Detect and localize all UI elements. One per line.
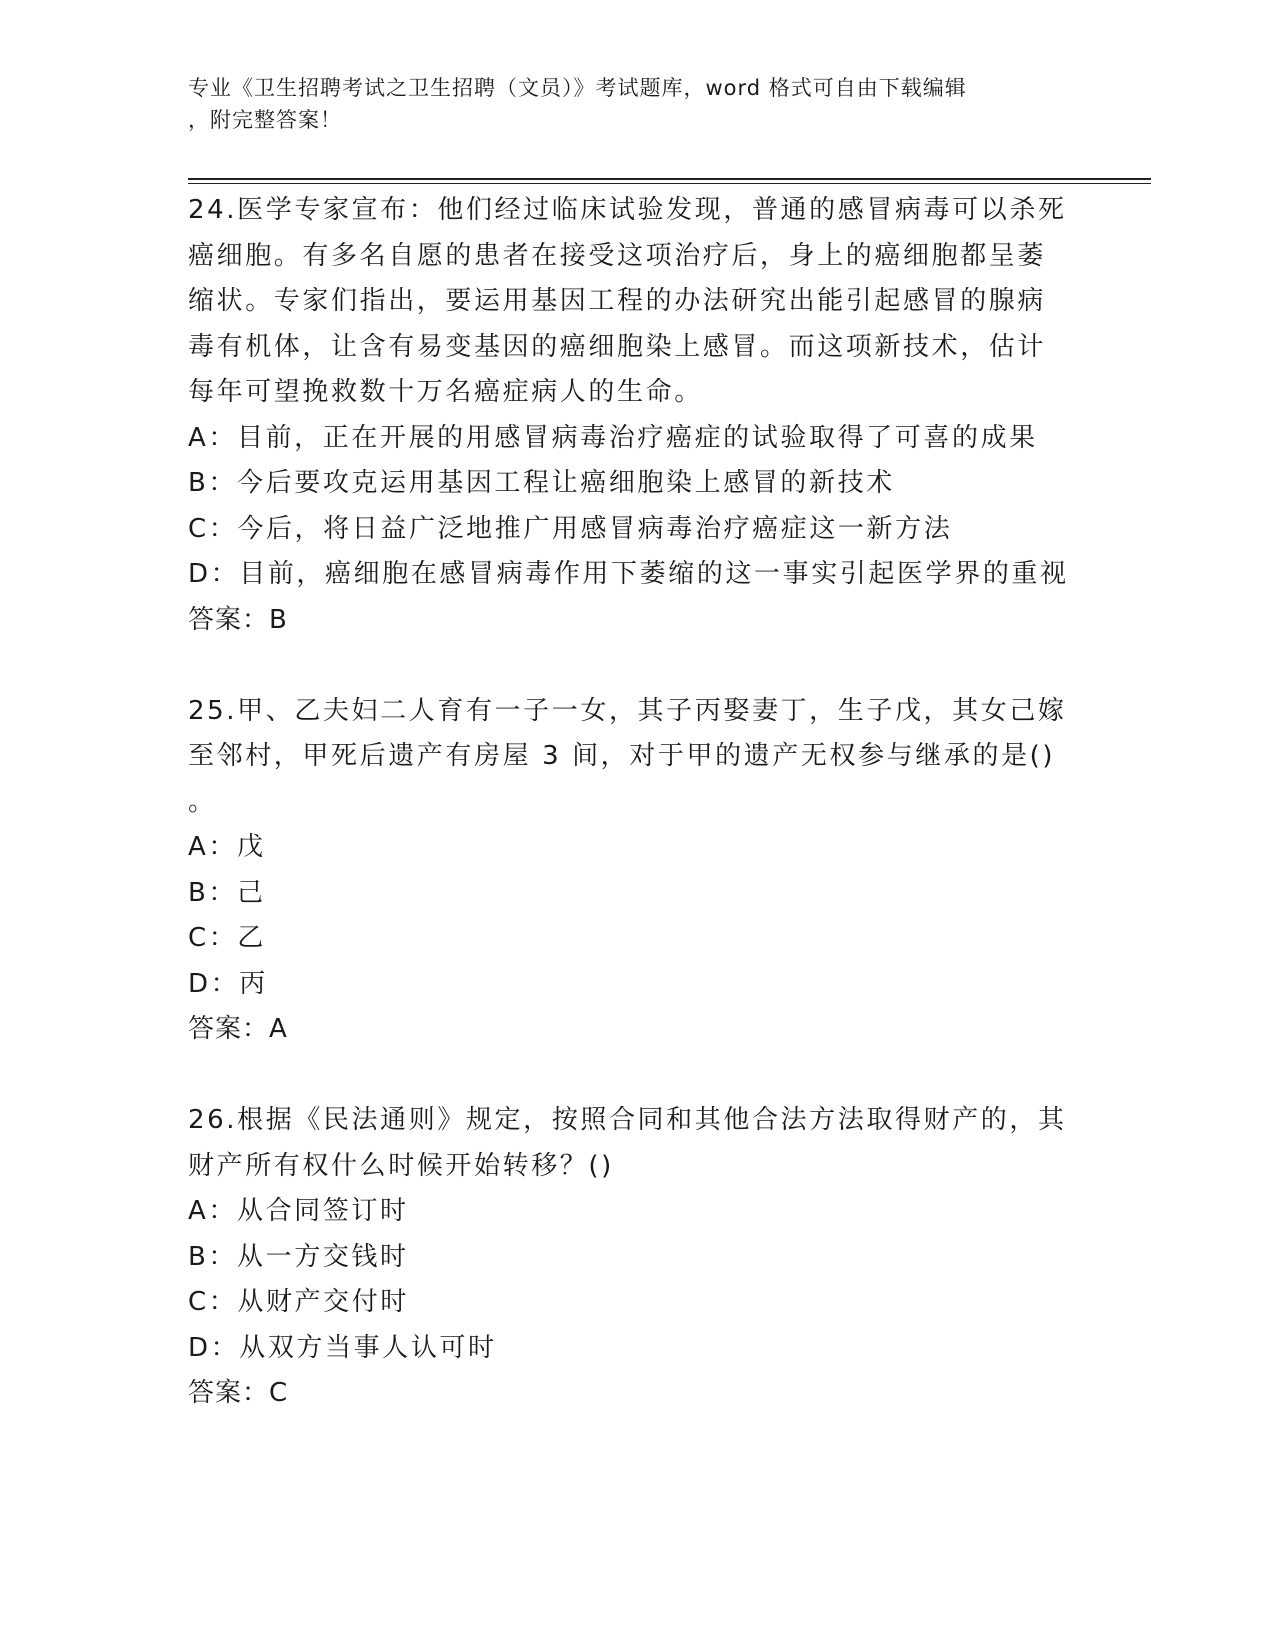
question-26 bbox=[188, 1098, 1088, 1417]
question-stem bbox=[188, 689, 1088, 826]
option-a: A：目前，正在开展的用感冒病毒治疗癌症的试验取得了可喜的成果 bbox=[188, 422, 1038, 453]
option-b: B：从一方交钱时 bbox=[188, 1241, 409, 1272]
stem-line: 25.甲、乙夫妇二人育有一子一女，其子丙娶妻丁，生子戊，其女己嫁 bbox=[188, 695, 1067, 726]
answer-label: 答案：B bbox=[188, 604, 288, 635]
stem-line: 。 bbox=[188, 786, 217, 817]
stem-line: 财产所有权什么时候开始转移？() bbox=[188, 1150, 614, 1181]
stem-line: 24.医学专家宣布：他们经过临床试验发现，普通的感冒病毒可以杀死 bbox=[188, 195, 1067, 225]
header-line-2: ，附完整答案！ bbox=[188, 108, 342, 132]
option-d: D：从双方当事人认可时 bbox=[188, 1332, 497, 1363]
stem-line: 缩状。专家们指出，要运用基因工程的办法研究出能引起感冒的腺病 bbox=[188, 286, 1047, 316]
option-d: D：丙 bbox=[188, 968, 268, 999]
option-b: B：今后要攻克运用基因工程让癌细胞染上感冒的新技术 bbox=[188, 468, 895, 498]
stem-line: 癌细胞。有多名自愿的患者在接受这项治疗后，身上的癌细胞都呈萎 bbox=[188, 240, 1047, 271]
question-25 bbox=[188, 689, 1088, 1053]
stem-line: 毒有机体，让含有易变基因的癌细胞染上感冒。而这项新技术，估计 bbox=[188, 331, 1047, 362]
stem-line: 至邻村，甲死后遗产有房屋 3 间，对于甲的遗产无权参与继承的是() bbox=[188, 741, 1056, 771]
answer-label: 答案：C bbox=[188, 1378, 289, 1408]
option-a: A：戊 bbox=[188, 832, 266, 862]
question-24 bbox=[188, 188, 1088, 643]
header-divider-thin bbox=[188, 183, 1151, 184]
answer-label: 答案：A bbox=[188, 1014, 288, 1044]
question-list bbox=[188, 188, 1088, 1417]
stem-line: 每年可望挽救数十万名癌症病人的生命。 bbox=[188, 377, 703, 407]
question-spacer bbox=[188, 1053, 1088, 1099]
question-spacer bbox=[188, 643, 1088, 689]
option-c: C：今后，将日益广泛地推广用感冒病毒治疗癌症这一新方法 bbox=[188, 513, 953, 544]
option-c: C：乙 bbox=[188, 923, 266, 953]
stem-line: 26.根据《民法通则》规定，按照合同和其他合法方法取得财产的，其 bbox=[188, 1105, 1067, 1135]
header-line-1: 专业《卫生招聘考试之卫生招聘（文员）》考试题库，word 格式可自由下载编辑 bbox=[188, 76, 967, 100]
header-divider-thick bbox=[188, 178, 1151, 180]
document-header bbox=[188, 72, 1068, 136]
option-c: C：从财产交付时 bbox=[188, 1287, 409, 1317]
question-stem bbox=[188, 1098, 1088, 1189]
option-a: A：从合同签订时 bbox=[188, 1196, 409, 1226]
question-stem bbox=[188, 188, 1088, 416]
option-d: D：目前，癌细胞在感冒病毒作用下萎缩的这一事实引起医学界的重视 bbox=[188, 559, 1069, 589]
option-b: B：己 bbox=[188, 877, 266, 908]
